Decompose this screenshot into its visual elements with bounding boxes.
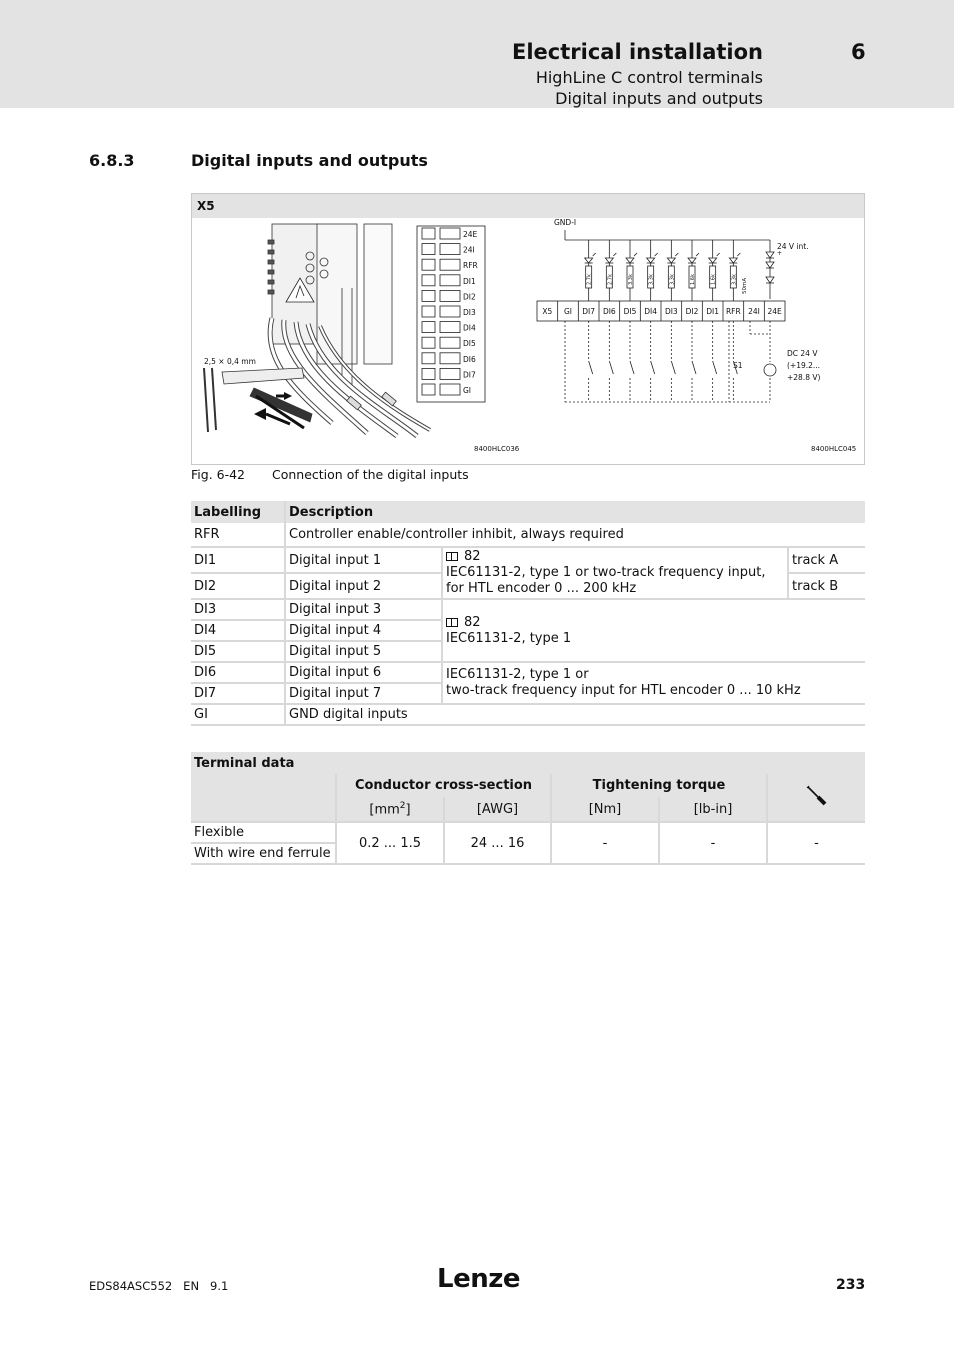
left-figure-code: 8400HLC036 [474, 445, 520, 453]
doc-language: EN [183, 1279, 200, 1293]
row-label: RFR [191, 523, 285, 547]
row-description: Digital input 3 [285, 599, 442, 620]
chapter-number: 6 [851, 40, 866, 64]
strip-label: DI7 [582, 307, 596, 316]
inputs-table [191, 501, 865, 726]
strip-label: GI [563, 307, 573, 316]
row-label: DI6 [191, 662, 285, 683]
table-row [191, 547, 865, 573]
di35-note-text: IEC61131-2, type 1 [446, 630, 572, 646]
dimension-label: 2,5 × 0,4 mm [204, 357, 256, 366]
table-row [191, 599, 865, 620]
supply-label-2: (+19.2... [787, 361, 821, 370]
tool-header [767, 774, 865, 822]
doc-version: 9.1 [210, 1279, 229, 1293]
terminal-label: DI6 [463, 354, 476, 364]
table-row [191, 523, 865, 547]
value-mm2: 0.2 ... 1.5 [336, 822, 444, 864]
supply-label-1: DC 24 V [787, 349, 818, 358]
row-label: DI3 [191, 599, 285, 620]
unit-lbin: [lb-in] [659, 797, 767, 822]
di67-note-line-2: two-track frequency input for HTL encoder 0 ... 10 kHz [446, 683, 801, 698]
row-label: DI5 [191, 641, 285, 662]
table-row [191, 662, 865, 683]
schematic [537, 230, 785, 402]
page-ref: 82 [464, 549, 481, 564]
lenze-logo: Lenze [437, 1264, 520, 1294]
figure-header [192, 194, 864, 218]
strip-label: 24E [767, 307, 782, 316]
table-row [191, 822, 865, 843]
row-ferrule: With wire end ferrule [191, 843, 336, 864]
strip-label: DI4 [644, 307, 658, 316]
di12-note [442, 547, 788, 599]
terminal-label: GI [463, 386, 472, 395]
figure-frame [191, 193, 865, 465]
current-label: 50mA [742, 277, 748, 294]
track-label: track A [788, 547, 865, 573]
row-label: DI2 [191, 573, 285, 599]
row-label: DI1 [191, 547, 285, 573]
unit-awg: [AWG] [444, 797, 551, 822]
chapter-title: Electrical installation [512, 40, 763, 64]
blank-header [191, 774, 336, 822]
right-figure-code: 8400HLC045 [811, 445, 857, 453]
terminal-data-title: Terminal data [191, 752, 865, 774]
table-title-row [191, 752, 865, 774]
terminal-label: DI2 [463, 292, 476, 302]
supply-label-3: +28.8 V) [787, 373, 821, 382]
di67-note [442, 662, 865, 704]
torque-header: Tightening torque [551, 774, 767, 797]
terminal-data-table [191, 752, 865, 865]
book-icon [446, 618, 458, 627]
resistor-value: 1.6k [690, 274, 696, 285]
terminal-label: 24E [463, 230, 478, 239]
chapter-subtitle-1: HighLine C control terminals [535, 68, 763, 87]
terminal-label: DI4 [463, 323, 476, 333]
terminal-drawing [204, 224, 430, 436]
conductor-header: Conductor cross-section [336, 774, 551, 797]
row-label: DI4 [191, 620, 285, 641]
unit-nm: [Nm] [551, 797, 659, 822]
strip-label: X5 [542, 307, 553, 316]
diode-plus: + [777, 250, 783, 257]
unit-mm2-text: [mm [369, 802, 400, 818]
row-label: DI7 [191, 683, 285, 704]
value-tool: - [767, 822, 865, 864]
track-label: track B [788, 573, 865, 599]
row-description: GND digital inputs [285, 704, 865, 725]
strip-label: DI5 [623, 307, 637, 316]
col-description: Description [285, 501, 865, 523]
section-number: 6.8.3 [89, 151, 135, 170]
figure-label: X5 [197, 199, 215, 213]
row-description: Digital input 6 [285, 662, 442, 683]
strip-label: DI2 [685, 307, 699, 316]
connection-diagram [192, 218, 864, 464]
table-row [191, 704, 865, 725]
page-number: 233 [836, 1277, 866, 1293]
row-description: Digital input 4 [285, 620, 442, 641]
resistor-value: 3.3k [731, 274, 738, 285]
unit-mm2-sup: 2 [399, 800, 406, 811]
figure-caption-number: Fig. 6-42 [191, 467, 246, 482]
book-icon [446, 552, 458, 561]
resistor-value: 2.7k [607, 274, 614, 285]
chapter-subtitle-2: Digital inputs and outputs [555, 89, 763, 108]
terminal-label: RFR [463, 261, 478, 271]
unit-mm2-end: ] [405, 802, 411, 818]
strip-label: RFR [725, 307, 741, 316]
table-header-row [191, 774, 865, 797]
table-header-row [191, 501, 865, 523]
resistor-value: 3.3k [648, 274, 655, 285]
terminal-label: DI7 [463, 370, 476, 380]
strip-label: DI1 [706, 307, 720, 316]
terminal-label: DI1 [463, 276, 476, 286]
row-description: Controller enable/controller inhibit, always required [285, 523, 865, 547]
terminal-label: 24I [463, 245, 475, 255]
header-band [0, 0, 954, 108]
row-description: Digital input 5 [285, 641, 442, 662]
page-ref: 82 [464, 614, 481, 630]
col-labelling: Labelling [191, 501, 285, 523]
row-flexible: Flexible [191, 822, 336, 843]
terminal-label: DI5 [463, 339, 476, 349]
row-description: Digital input 1 [285, 547, 442, 573]
resistor-value: 3.3k [669, 274, 676, 285]
di35-note [442, 599, 865, 662]
doc-number: EDS84ASC552 [89, 1279, 173, 1293]
screwdriver-icon [806, 785, 828, 807]
resistor-value: 1.6k [710, 274, 717, 285]
di12-note-text: IEC61131-2, type 1 or two-track frequency input, for HTL encoder 0 ... 200 kHz [446, 565, 766, 596]
footer-doc-code [89, 1279, 228, 1293]
section-title: Digital inputs and outputs [191, 151, 428, 170]
value-lbin: - [659, 822, 767, 864]
value-nm: - [551, 822, 659, 864]
switch-label: S1 [733, 361, 743, 370]
resistor-value: 2.7k [586, 274, 593, 285]
strip-label: 24I [748, 307, 760, 316]
resistor-value: 3.3k [628, 274, 634, 285]
gnd-label: GND-I [554, 218, 577, 227]
row-description: Digital input 7 [285, 683, 442, 704]
terminal-label: DI3 [463, 308, 476, 317]
figure-caption: Connection of the digital inputs [272, 467, 469, 482]
row-description: Digital input 2 [285, 573, 442, 599]
row-label: GI [191, 704, 285, 725]
int-supply-label: 24 V int. [777, 242, 809, 251]
di67-note-line-1: IEC61131-2, type 1 or [446, 667, 589, 682]
strip-label: DI3 [664, 307, 678, 316]
strip-label: DI6 [602, 307, 616, 316]
value-awg: 24 ... 16 [444, 822, 551, 864]
unit-mm2 [336, 797, 444, 822]
terminal-block [417, 226, 485, 402]
